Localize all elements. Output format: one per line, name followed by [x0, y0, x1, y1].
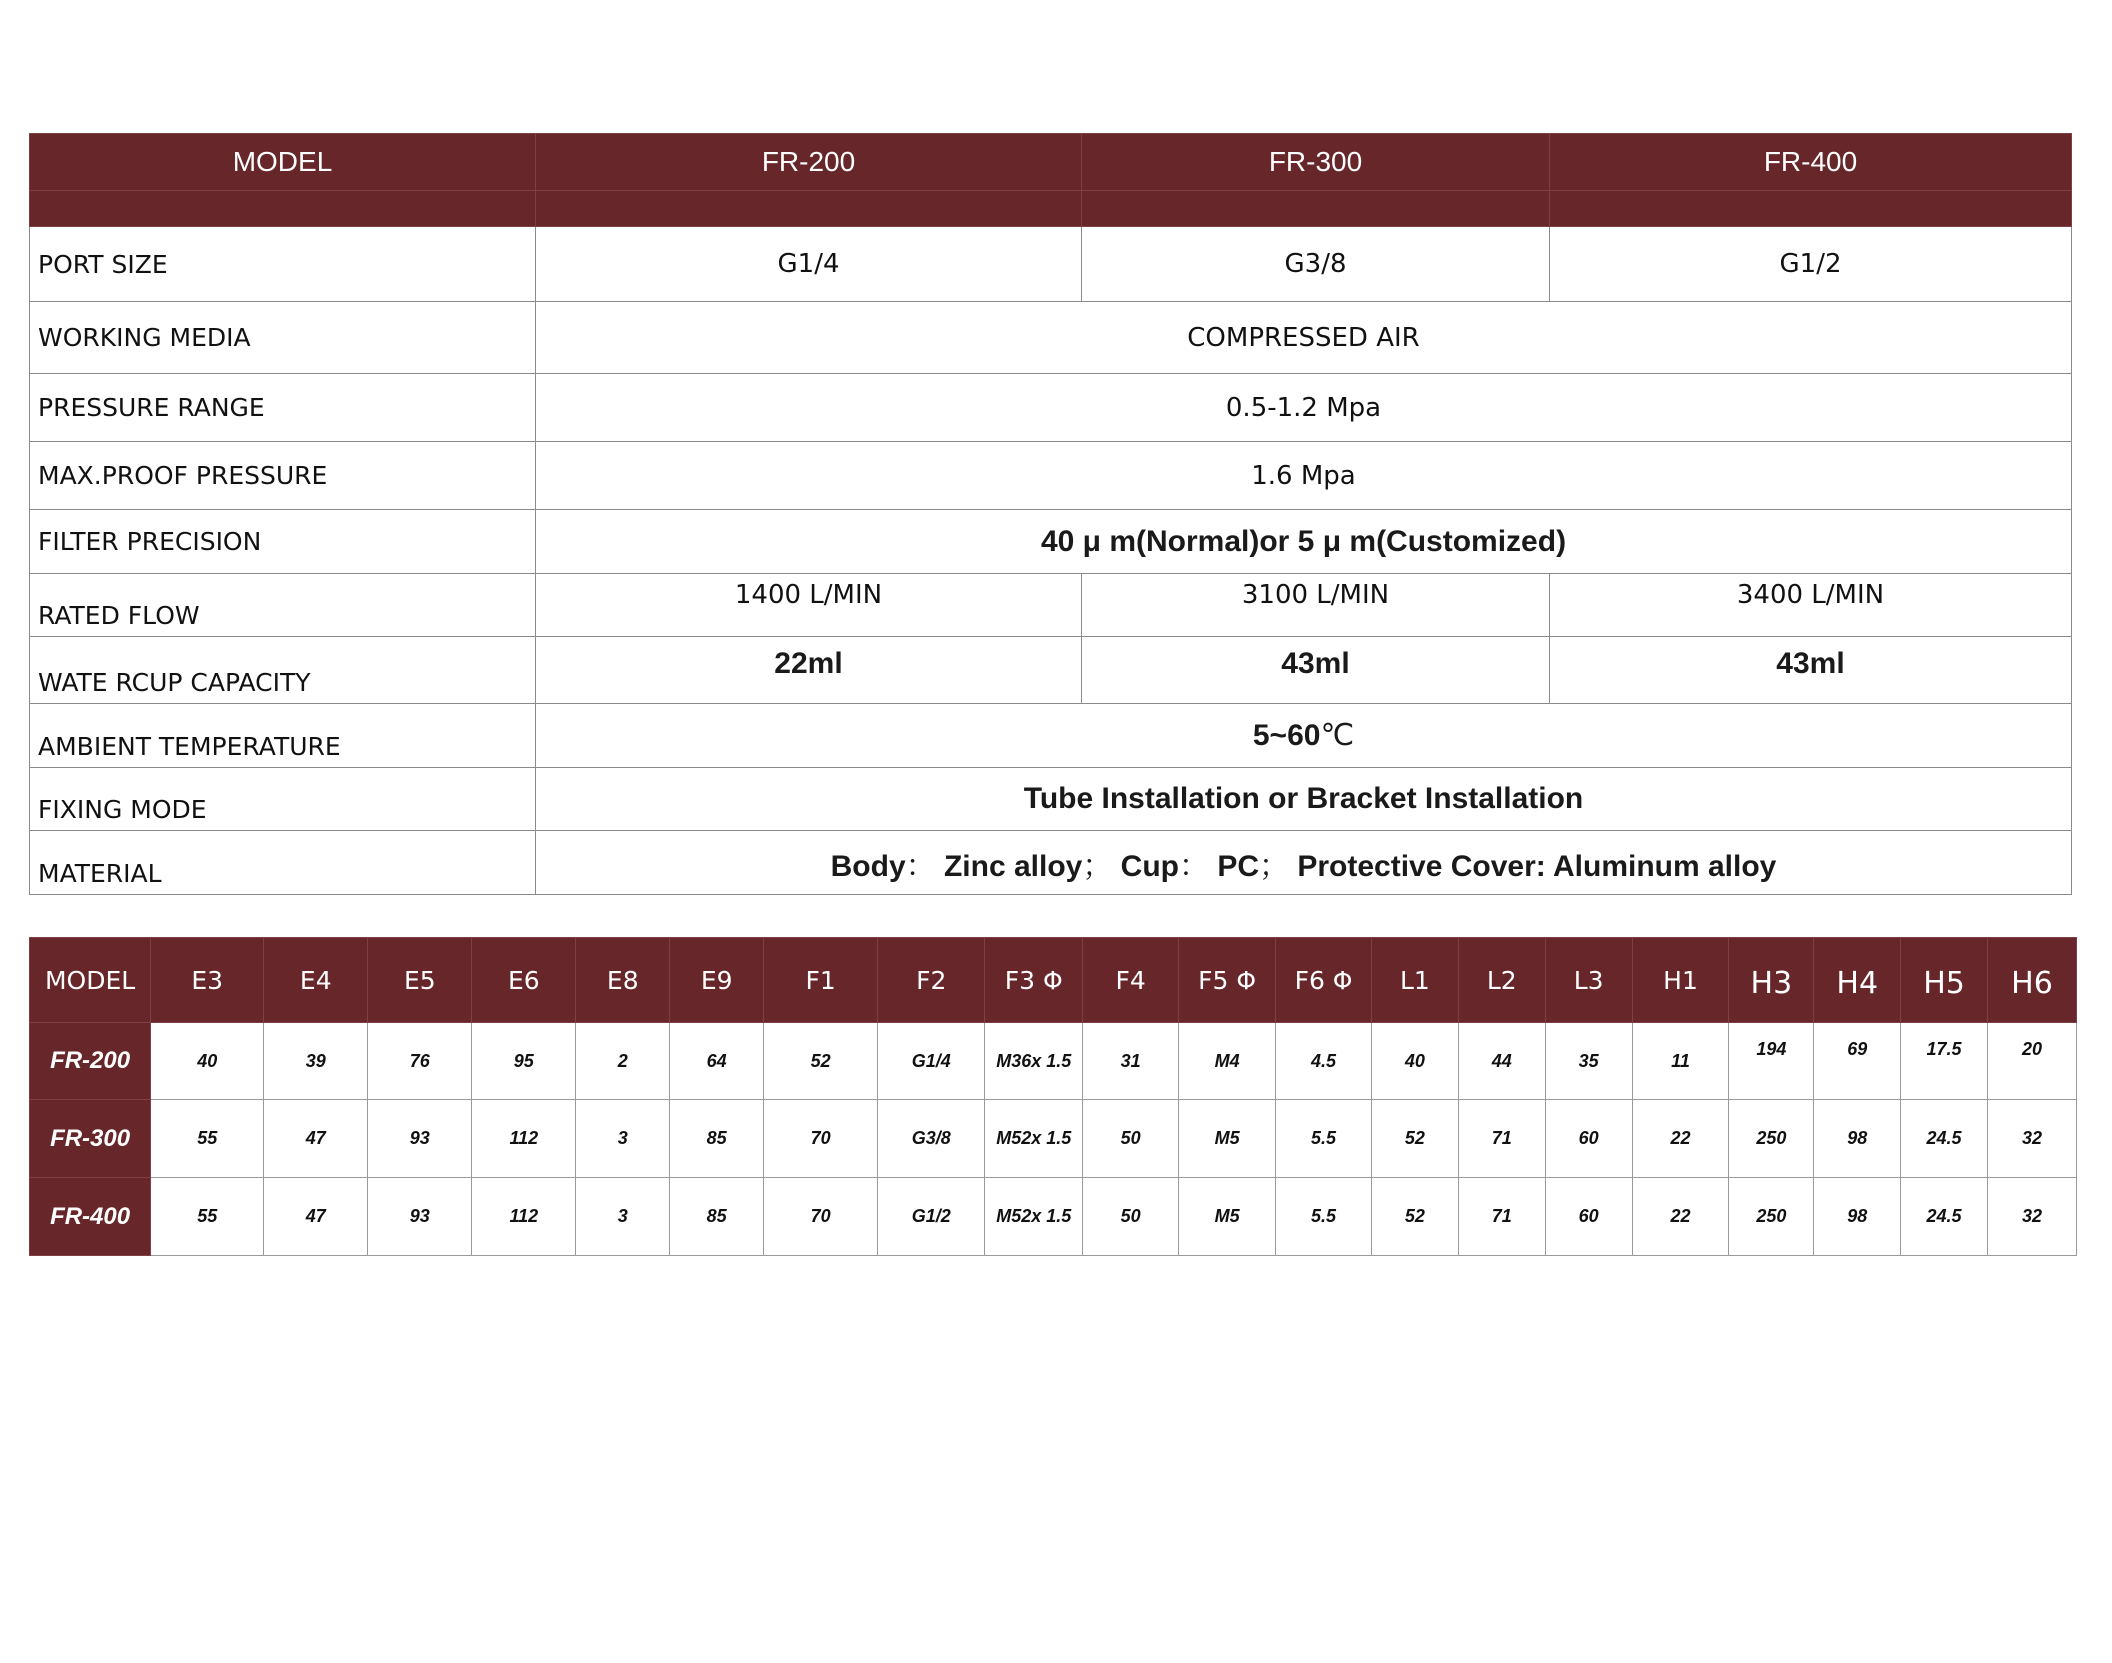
spec-header-band — [30, 191, 2072, 227]
dims-header-col-9: F3 Φ — [985, 938, 1083, 1023]
dims-cell: 85 — [670, 1100, 764, 1178]
material-colon: ： — [1179, 848, 1209, 884]
dims-cell: 52 — [764, 1023, 878, 1100]
dims-header-col-17: H3 — [1729, 938, 1814, 1023]
dims-cell: 22 — [1632, 1100, 1729, 1178]
ambient-temperature-label: AMBIENT TEMPERATURE — [30, 704, 536, 768]
rated-flow-label: RATED FLOW — [30, 574, 536, 637]
dims-cell: 17.5 — [1901, 1023, 1988, 1100]
dims-cell: 20 — [1987, 1023, 2076, 1100]
working-media-value: COMPRESSED AIR — [536, 302, 2072, 374]
material-cover-value: Protective Cover: Aluminum alloy — [1289, 849, 1777, 883]
dims-header-col-19: H5 — [1901, 938, 1988, 1023]
material-body-label: Body — [830, 849, 906, 883]
dims-header-col-10: F4 — [1083, 938, 1179, 1023]
port-size-fr400: G1/2 — [1550, 227, 2072, 302]
dims-cell: M36x 1.5 — [985, 1023, 1083, 1100]
dims-header-col-2: E4 — [264, 938, 368, 1023]
spec-header-model: MODEL — [30, 134, 536, 191]
dims-header-col-5: E8 — [576, 938, 670, 1023]
spec-header-fr300: FR-300 — [1082, 134, 1550, 191]
spec-table — [29, 133, 2072, 895]
dims-cell: G1/2 — [878, 1178, 985, 1256]
dims-header-col-13: L1 — [1372, 938, 1459, 1023]
water-cup-fr300: 43ml — [1082, 637, 1550, 704]
dims-cell: 71 — [1458, 1178, 1545, 1256]
row-ambient-temperature — [30, 704, 2072, 768]
dims-cell: G3/8 — [878, 1100, 985, 1178]
dims-header-row — [30, 938, 2077, 1023]
dims-row-model: FR-200 — [30, 1023, 151, 1100]
dims-cell: 76 — [368, 1023, 472, 1100]
dims-cell: 60 — [1545, 1178, 1632, 1256]
max-proof-pressure-value: 1.6 Mpa — [536, 442, 2072, 510]
pressure-range-label: PRESSURE RANGE — [30, 374, 536, 442]
dims-header-col-11: F5 Φ — [1179, 938, 1276, 1023]
dims-cell: 40 — [151, 1023, 264, 1100]
dims-cell: 40 — [1372, 1023, 1459, 1100]
material-body-value: Zinc alloy — [935, 849, 1083, 883]
dims-cell: 24.5 — [1901, 1178, 1988, 1256]
dims-cell: 194 — [1729, 1023, 1814, 1100]
dims-cell: 95 — [472, 1023, 576, 1100]
dims-cell: M5 — [1179, 1100, 1276, 1178]
dims-cell: M5 — [1179, 1178, 1276, 1256]
material-cup-label: Cup — [1112, 849, 1179, 883]
spec-header-fr400: FR-400 — [1550, 134, 2072, 191]
row-port-size — [30, 227, 2072, 302]
dims-cell: 5.5 — [1276, 1100, 1372, 1178]
ambient-temperature-range: 5~60 — [1252, 719, 1321, 752]
water-cup-capacity-label: WATE RCUP CAPACITY — [30, 637, 536, 704]
row-fixing-mode — [30, 768, 2072, 831]
dims-cell: 52 — [1372, 1100, 1459, 1178]
filter-precision-label: FILTER PRECISION — [30, 510, 536, 574]
filter-precision-value: 40 μ m(Normal)or 5 μ m(Customized) — [536, 510, 2072, 574]
rated-flow-fr300: 3100 L/MIN — [1082, 574, 1550, 637]
dims-cell: 3 — [576, 1100, 670, 1178]
dims-cell: 70 — [764, 1178, 878, 1256]
dims-cell: 32 — [1987, 1100, 2076, 1178]
port-size-fr200: G1/4 — [536, 227, 1082, 302]
material-cup-value: PC — [1209, 849, 1260, 883]
material-label: MATERIAL — [30, 831, 536, 895]
dims-header-col-15: L3 — [1545, 938, 1632, 1023]
dims-cell: 85 — [670, 1178, 764, 1256]
water-cup-fr400: 43ml — [1550, 637, 2072, 704]
dims-cell: 35 — [1545, 1023, 1632, 1100]
dims-header-col-7: F1 — [764, 938, 878, 1023]
dims-cell: M52x 1.5 — [985, 1178, 1083, 1256]
material-value — [536, 831, 2072, 895]
dims-header-col-14: L2 — [1458, 938, 1545, 1023]
dims-cell: M52x 1.5 — [985, 1100, 1083, 1178]
dims-header-col-1: E3 — [151, 938, 264, 1023]
dims-cell: 22 — [1632, 1178, 1729, 1256]
dims-cell: 39 — [264, 1023, 368, 1100]
dims-cell: M4 — [1179, 1023, 1276, 1100]
dims-cell: 5.5 — [1276, 1178, 1372, 1256]
row-filter-precision — [30, 510, 2072, 574]
dims-cell: 112 — [472, 1178, 576, 1256]
dims-cell: 44 — [1458, 1023, 1545, 1100]
port-size-label: PORT SIZE — [30, 227, 536, 302]
dims-cell: 93 — [368, 1100, 472, 1178]
dims-header-col-16: H1 — [1632, 938, 1729, 1023]
dims-cell: 93 — [368, 1178, 472, 1256]
fixing-mode-value: Tube Installation or Bracket Installation — [536, 768, 2072, 831]
ambient-temperature-value — [536, 704, 2072, 768]
dims-cell: 64 — [670, 1023, 764, 1100]
rated-flow-fr200: 1400 L/MIN — [536, 574, 1082, 637]
dims-header-col-18: H4 — [1814, 938, 1901, 1023]
dims-cell: 112 — [472, 1100, 576, 1178]
dims-cell: G1/4 — [878, 1023, 985, 1100]
dims-cell: 250 — [1729, 1178, 1814, 1256]
row-pressure-range — [30, 374, 2072, 442]
dims-cell: 50 — [1083, 1178, 1179, 1256]
dims-cell: 50 — [1083, 1100, 1179, 1178]
dims-row-model: FR-300 — [30, 1100, 151, 1178]
dims-cell: 24.5 — [1901, 1100, 1988, 1178]
row-max-proof-pressure — [30, 442, 2072, 510]
dims-cell: 3 — [576, 1178, 670, 1256]
dims-cell: 11 — [1632, 1023, 1729, 1100]
dims-cell: 250 — [1729, 1100, 1814, 1178]
max-proof-pressure-label: MAX.PROOF PRESSURE — [30, 442, 536, 510]
dims-cell: 70 — [764, 1100, 878, 1178]
dims-header-model: MODEL — [30, 938, 151, 1023]
dims-cell: 31 — [1083, 1023, 1179, 1100]
dimensions-table — [29, 937, 2077, 1256]
port-size-fr300: G3/8 — [1082, 227, 1550, 302]
dims-cell: 55 — [151, 1100, 264, 1178]
water-cup-fr200: 22ml — [536, 637, 1082, 704]
material-semicolon: ； — [1259, 848, 1290, 884]
fixing-mode-label: FIXING MODE — [30, 768, 536, 831]
row-material — [30, 831, 2072, 895]
dims-cell: 47 — [264, 1178, 368, 1256]
dims-cell: 32 — [1987, 1178, 2076, 1256]
dims-cell: 4.5 — [1276, 1023, 1372, 1100]
dims-cell: 98 — [1814, 1178, 1901, 1256]
table-row — [30, 1023, 2077, 1100]
dims-body — [30, 1023, 2077, 1256]
dims-header-col-8: F2 — [878, 938, 985, 1023]
ambient-temperature-unit: ℃ — [1320, 718, 1355, 753]
table-row — [30, 1178, 2077, 1256]
dims-header-col-12: F6 Φ — [1276, 938, 1372, 1023]
dims-cell: 69 — [1814, 1023, 1901, 1100]
dims-cell: 52 — [1372, 1178, 1459, 1256]
dims-cell: 71 — [1458, 1100, 1545, 1178]
spec-header-fr200: FR-200 — [536, 134, 1082, 191]
dims-cell: 47 — [264, 1100, 368, 1178]
dims-cell: 55 — [151, 1178, 264, 1256]
pressure-range-value: 0.5-1.2 Mpa — [536, 374, 2072, 442]
spec-header-row — [30, 134, 2072, 191]
dims-cell: 60 — [1545, 1100, 1632, 1178]
working-media-label: WORKING MEDIA — [30, 302, 536, 374]
material-colon: ： — [905, 848, 936, 884]
row-working-media — [30, 302, 2072, 374]
dims-header-col-6: E9 — [670, 938, 764, 1023]
table-row — [30, 1100, 2077, 1178]
rated-flow-fr400: 3400 L/MIN — [1550, 574, 2072, 637]
row-rated-flow — [30, 574, 2072, 637]
dims-header-col-4: E6 — [472, 938, 576, 1023]
dims-cell: 98 — [1814, 1100, 1901, 1178]
dims-row-model: FR-400 — [30, 1178, 151, 1256]
dims-header-col-20: H6 — [1987, 938, 2076, 1023]
material-semicolon: ； — [1082, 848, 1113, 884]
dims-cell: 2 — [576, 1023, 670, 1100]
dims-header-col-3: E5 — [368, 938, 472, 1023]
row-water-cup-capacity — [30, 637, 2072, 704]
